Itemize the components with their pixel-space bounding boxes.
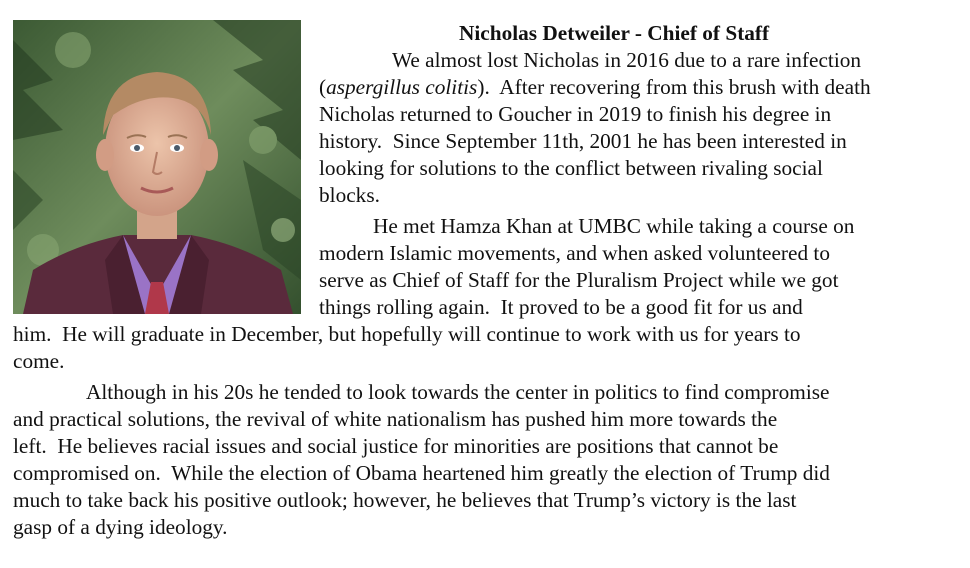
bio-p2-line-1: He met Hamza Khan at UMBC while taking a course on [373, 214, 855, 238]
bio-p3-line-6: gasp of a dying ideology. [13, 515, 228, 539]
bio-p1-line-4: history. Since September 11th, 2001 he has been interested in [319, 129, 847, 153]
bio-p1-line-1: We almost lost Nicholas in 2016 due to a rare infection [392, 48, 862, 72]
bio-p3-line-1: Although in his 20s he tended to look towards the center in politics to find compromise [86, 380, 830, 404]
bio-p3-line-5: much to take back his positive outlook; however, he believes that Trump’s victory is the last [13, 488, 797, 512]
bio-p2-line-3: serve as Chief of Staff for the Pluralism Project while we got [319, 268, 839, 292]
profile-photo [13, 20, 301, 314]
bio-p3-line-4: compromised on. While the election of Obama heartened him greatly the election of Trump did [13, 461, 830, 485]
bio-p1-line-6: blocks. [319, 183, 380, 207]
bio-p1-line-5: looking for solutions to the conflict between rivaling social [319, 156, 823, 180]
bio-p1-line-3: Nicholas returned to Goucher in 2019 to finish his degree in [319, 102, 832, 126]
bio-p2-line-6: come. [13, 349, 65, 373]
bio-p2-line-4: things rolling again. It proved to be a good fit for us and [319, 295, 803, 319]
bio-p3-line-3: left. He believes racial issues and social justice for minorities are positions that cannot be [13, 434, 779, 458]
page-title: Nicholas Detweiler - Chief of Staff [459, 21, 770, 45]
portrait-image [13, 20, 301, 314]
infection-name: aspergillus colitis [326, 75, 478, 99]
bio-p1-line-2: (aspergillus colitis). After recovering from this brush with death [319, 75, 871, 99]
bio-p2-line-2: modern Islamic movements, and when asked volunteered to [319, 241, 830, 265]
bio-p3-line-2: and practical solutions, the revival of white nationalism has pushed him more towards the [13, 407, 778, 431]
bio-p2-line-5: him. He will graduate in December, but hopefully will continue to work with us for years to [13, 322, 801, 346]
